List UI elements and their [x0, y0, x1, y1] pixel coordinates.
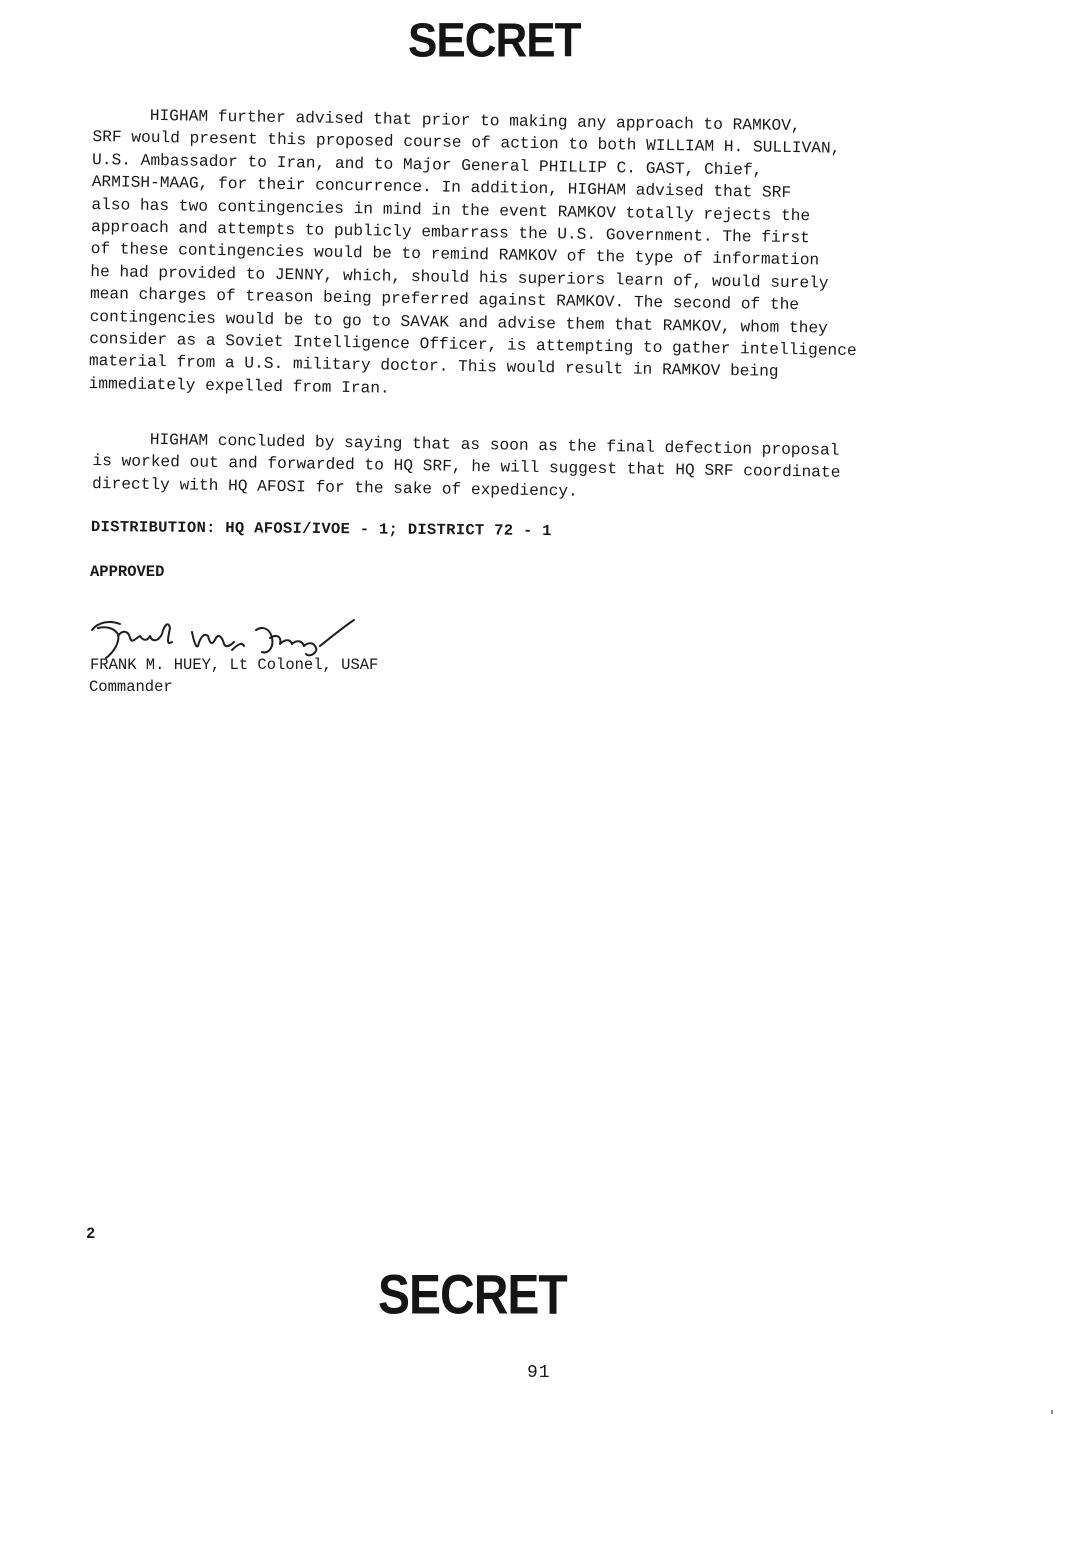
paragraph-2-line: is worked out and forwarded to HQ SRF, he will suggest that HQ SRF coordinate: [92, 452, 841, 483]
paragraph-2-line: HIGHAM concluded by saying that as soon as the final defection proposal: [149, 430, 840, 460]
distribution-line: DISTRIBUTION: HQ AFOSI/IVOE - 1; DISTRICT 72 - 1: [90, 518, 552, 541]
paragraph-1-line: HIGHAM further advised that prior to making any approach to RAMKOV,: [149, 106, 801, 136]
paragraph-2-line: directly with HQ AFOSI for the sake of expediency.: [91, 474, 578, 501]
classification-stamp-top: SECRET: [408, 13, 581, 68]
classification-stamp-bottom: SECRET: [378, 1265, 567, 1326]
paragraph-1-line: also has two contingencies in mind in the event RAMKOV totally rejects the: [91, 195, 811, 225]
paragraph-1-line: he had provided to JENNY, which, should his superiors learn of, would surely: [90, 262, 829, 293]
signer-name: FRANK M. HUEY, Lt Colonel, USAF: [90, 656, 379, 674]
paragraph-1-line: mean charges of treason being preferred against RAMKOV. The second of the: [89, 285, 800, 315]
paragraph-1-line: consider as a Soviet Intelligence Officer, is attempting to gather intelligence: [89, 330, 857, 361]
paragraph-1-line: SRF would present this proposed course of action to both WILLIAM H. SULLIVAN,: [92, 128, 841, 159]
paragraph-1-line: of these contingencies would be to remind RAMKOV of the type of information: [90, 240, 820, 270]
scan-speck: [1051, 1410, 1053, 1414]
paragraph-2: [92, 428, 1008, 510]
paragraph-1-line: approach and attempts to publicly embarrass the U.S. Government. The first: [90, 218, 810, 248]
paragraph-1-line: immediately expelled from Iran.: [88, 374, 390, 398]
section-page-number: 2: [86, 1225, 96, 1243]
signer-title: Commander: [89, 678, 173, 696]
paragraph-1-line: ARMISH-MAAG, for their concurrence. In addition, HIGHAM advised that SRF: [91, 173, 792, 203]
paragraph-1-line: material from a U.S. military doctor. This would result in RAMKOV being: [88, 352, 779, 382]
paragraph-1-line: contingencies would be to go to SAVAK and advise them that RAMKOV, whom they: [89, 307, 828, 338]
paragraph-1: [88, 104, 1007, 410]
approved-label: APPROVED: [90, 563, 165, 581]
page-number: 91: [527, 1363, 551, 1383]
paragraph-1-line: U.S. Ambassador to Iran, and to Major General PHILLIP C. GAST, Chief,: [91, 150, 763, 180]
